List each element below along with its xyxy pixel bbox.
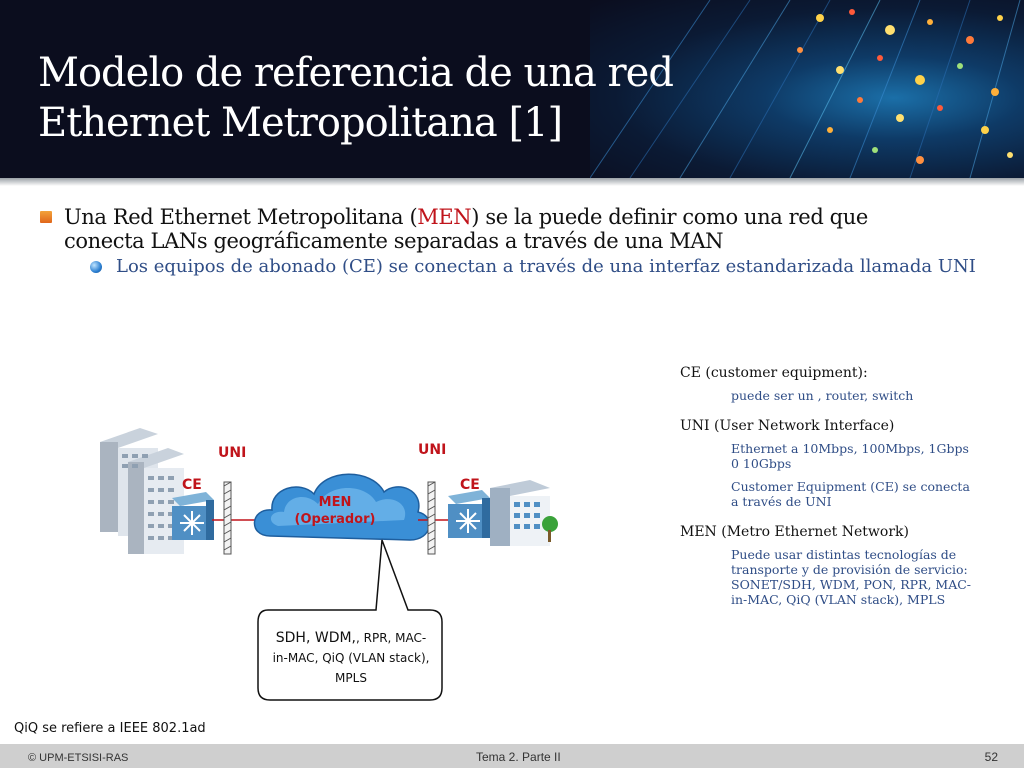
- ce-left-label: CE: [182, 477, 202, 493]
- callout-line1: [262, 628, 440, 648]
- footer-copyright: © UPM-ETSISI-RAS: [28, 752, 129, 764]
- page-number: 52: [984, 750, 998, 764]
- uni-left-pole: [224, 482, 231, 554]
- men-operator-label: [290, 494, 380, 528]
- men-highlight: MEN: [417, 205, 472, 229]
- header-shadow: [0, 178, 1024, 186]
- ce-description: puede ser un , router, switch: [731, 388, 914, 403]
- footer-topic: Tema 2. Parte II: [476, 750, 561, 764]
- main-bullet-part2: ) se la puede definir como una red que conecta LANs geográficamente separadas a través de una MAN: [64, 205, 868, 253]
- slide-title-line2: Ethernet Metropolitana [1]: [38, 100, 563, 146]
- network-diagram: [0, 410, 660, 710]
- men-title: MEN (Metro Ethernet Network): [680, 524, 909, 540]
- callout-line2: in-MAC, QiQ (VLAN stack),: [272, 651, 430, 665]
- callout-line1-big: SDH, WDM,: [275, 630, 356, 646]
- slide-title-line1: Modelo de referencia de una red: [38, 50, 673, 96]
- callout-line1-small: , RPR, MAC-: [356, 631, 427, 645]
- callout-line3: MPLS: [335, 671, 367, 685]
- uni-description-2: Customer Equipment (CE) se conecta a través de UNI: [731, 479, 970, 509]
- main-bullet-text: [64, 205, 940, 253]
- sub-bullet: [90, 256, 990, 278]
- footnote: QiQ se refiere a IEEE 802.1ad: [14, 721, 206, 736]
- office-buildings-icon: [100, 428, 184, 554]
- definitions-panel: [680, 364, 980, 615]
- slide-header: [0, 0, 1024, 178]
- main-bullet: [40, 205, 940, 253]
- men-label-line1: MEN: [318, 495, 352, 510]
- main-bullet-part1: Una Red Ethernet Metropolitana (: [64, 205, 418, 229]
- blue-bullet-icon: [90, 261, 102, 273]
- uni-description-1: Ethernet a 10Mbps, 100Mbps, 1Gbps 0 10Gbps: [731, 441, 969, 471]
- uni-left-label: UNI: [218, 445, 247, 461]
- slide-footer: [0, 744, 1024, 768]
- ce-right-label: CE: [460, 477, 480, 493]
- men-label-line2: (Operador): [294, 512, 376, 527]
- orange-bullet-icon: [40, 211, 52, 223]
- callout-text: [262, 628, 440, 688]
- men-description: Puede usar distintas tecnologías de transporte y de provisión de servicio: SONET/SDH, WDM, PON, RPR, MAC-in-MAC, QiQ (VLAN stack), MPLS: [731, 547, 972, 607]
- ce-right-switch-icon: [448, 490, 490, 538]
- customer-building-icon: [490, 480, 558, 546]
- uni-right-pole: [428, 482, 435, 554]
- uni-right-label: UNI: [418, 442, 447, 458]
- ce-title: CE (customer equipment):: [680, 365, 868, 381]
- slide-title: [38, 48, 678, 148]
- sub-bullet-text: Los equipos de abonado (CE) se conectan a través de una interfaz estandarizada llamada UNI: [116, 256, 976, 277]
- uni-title: UNI (User Network Interface): [680, 418, 895, 434]
- ce-left-switch-icon: [172, 492, 214, 540]
